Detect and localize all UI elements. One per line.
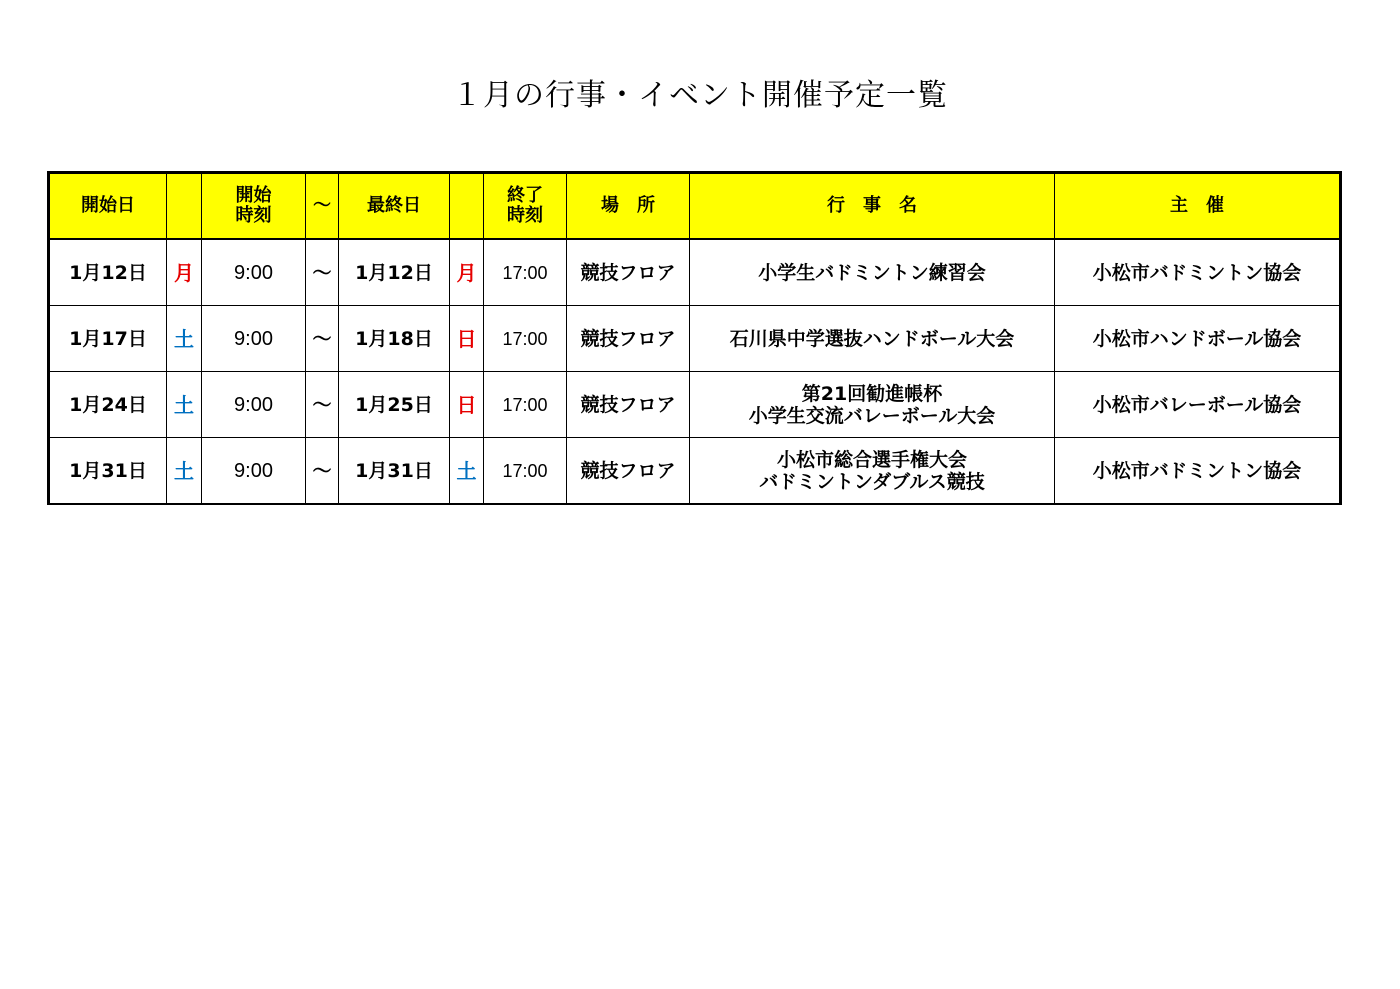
header-start-time: 開始 時刻 [202,173,306,240]
end-time-cell: 17:00 [484,438,567,505]
event-name-cell [690,372,1055,438]
header-row [49,173,1341,240]
end-day-cell: 日 [450,306,484,372]
event-name-line-2: バドミントンダブルス競技 [759,470,985,493]
start-date-cell: 1月24日 [49,372,167,438]
event-name-cell [690,438,1055,505]
header-end-date: 最終日 [339,173,450,240]
event-name-line-2: 小学生交流バレーボール大会 [748,404,996,427]
end-day-cell: 日 [450,372,484,438]
header-end-time: 終了 時刻 [484,173,567,240]
header-place: 場 所 [567,173,690,240]
tilde-cell: ～ [306,438,339,505]
place-cell: 競技フロア [567,438,690,505]
header-start-date: 開始日 [49,173,167,240]
start-time-cell: 9:00 [202,438,306,505]
end-date-cell: 1月25日 [339,372,450,438]
header-organizer: 主 催 [1055,173,1341,240]
start-date-cell: 1月17日 [49,306,167,372]
organizer-cell: 小松市ハンドボール協会 [1055,306,1341,372]
event-schedule-table [47,171,1342,505]
organizer-cell: 小松市バドミントン協会 [1055,239,1341,306]
header-event-name: 行 事 名 [690,173,1055,240]
end-day-cell: 月 [450,239,484,306]
table-row [49,306,1341,372]
place-cell: 競技フロア [567,372,690,438]
place-cell: 競技フロア [567,306,690,372]
event-name-line-1: 石川県中学選抜ハンドボール大会 [729,327,1015,350]
table-row [49,239,1341,306]
organizer-cell: 小松市バレーボール協会 [1055,372,1341,438]
start-day-cell: 月 [167,239,202,306]
start-date-cell: 1月31日 [49,438,167,505]
start-time-cell: 9:00 [202,306,306,372]
place-cell: 競技フロア [567,239,690,306]
end-date-cell: 1月18日 [339,306,450,372]
end-date-cell: 1月12日 [339,239,450,306]
end-time-cell: 17:00 [484,372,567,438]
event-name-line-1: 小学生バドミントン練習会 [758,261,986,284]
page-title: １月の行事・イベント開催予定一覧 [452,78,948,113]
event-name-cell [690,239,1055,306]
start-day-cell: 土 [167,306,202,372]
end-time-cell: 17:00 [484,306,567,372]
event-name-line-1: 第21回勧進帳杯 [801,382,943,405]
end-time-cell: 17:00 [484,239,567,306]
header-end-day [450,173,484,240]
start-date-cell: 1月12日 [49,239,167,306]
tilde-cell: ～ [306,372,339,438]
header-start-day [167,173,202,240]
end-date-cell: 1月31日 [339,438,450,505]
organizer-cell: 小松市バドミントン協会 [1055,438,1341,505]
tilde-cell: ～ [306,306,339,372]
end-day-cell: 土 [450,438,484,505]
start-time-cell: 9:00 [202,372,306,438]
event-name-cell [690,306,1055,372]
table-row [49,438,1341,505]
table-row [49,372,1341,438]
tilde-cell: ～ [306,239,339,306]
start-day-cell: 土 [167,372,202,438]
event-name-line-1: 小松市総合選手権大会 [776,448,967,471]
start-day-cell: 土 [167,438,202,505]
start-time-cell: 9:00 [202,239,306,306]
header-tilde: ～ [306,173,339,240]
